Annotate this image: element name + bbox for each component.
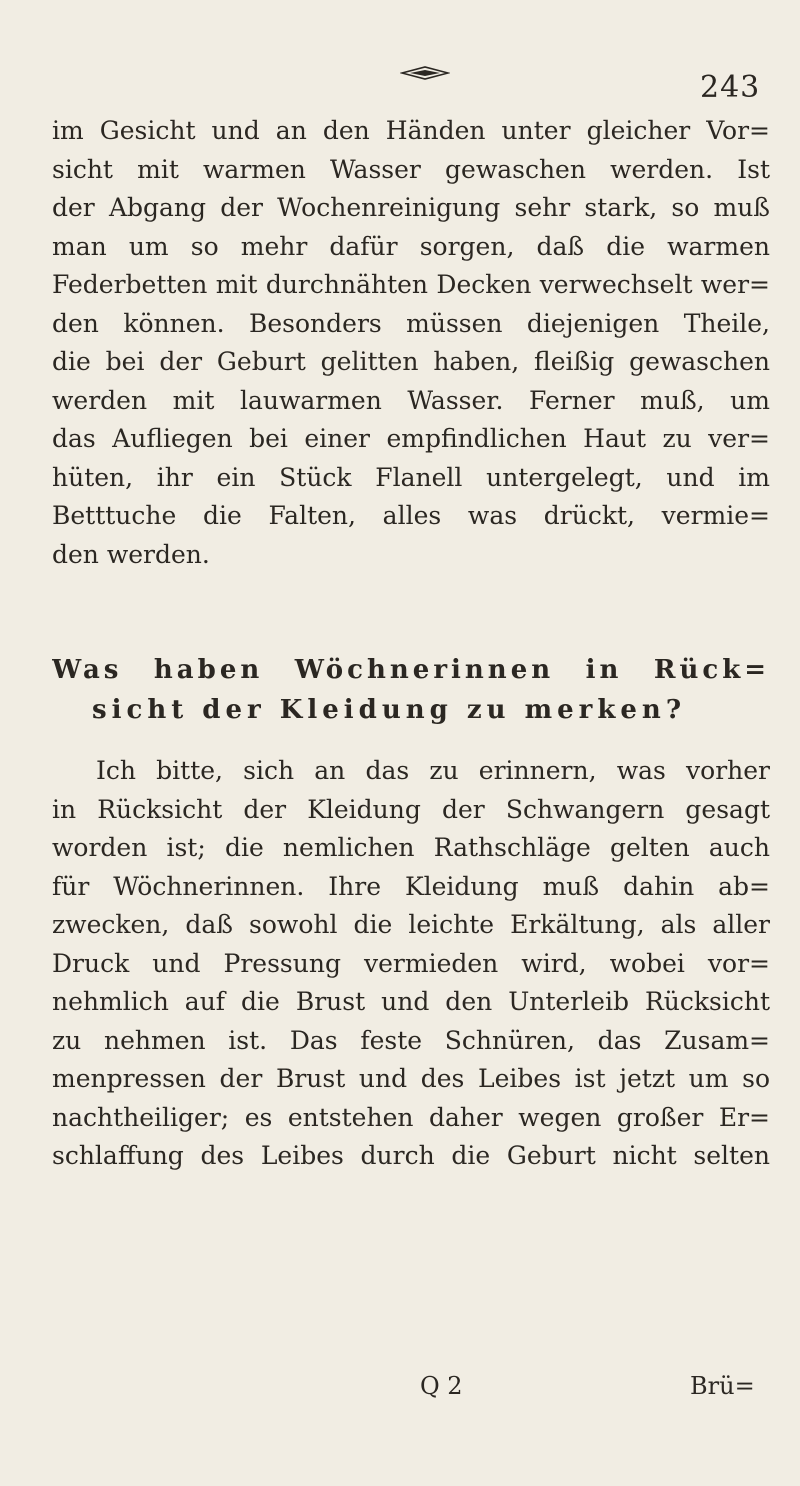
text-line: in Rücksicht der Kleidung der Schwangern gesagt	[52, 794, 770, 824]
text-line: Druck und Pressung vermieden wird, wobei vor=	[52, 948, 770, 978]
text-line: Federbetten mit durchnähten Decken verwechselt wer=	[52, 270, 770, 299]
text-line: zwecken, daß sowohl die leichte Erkältung, als aller	[52, 910, 770, 939]
text-line: Ich bitte, sich an das zu erinnern, was vorher	[96, 756, 770, 785]
text-line: Betttuche die Falten, alles was drückt, vermie=	[52, 501, 770, 530]
text-line: man um so mehr dafür sorgen, daß die warmen	[52, 231, 770, 261]
signature-mark: Q 2	[420, 1372, 463, 1400]
decorative-ornament-icon	[400, 64, 450, 82]
heading-line: sicht der Kleidung zu merken?	[92, 695, 687, 725]
text-line: nehmlich auf die Brust und den Unterleib Rücksicht	[52, 987, 770, 1016]
text-line: werden mit lauwarmen Wasser. Ferner muß, um	[52, 385, 770, 415]
text-line: den werden.	[52, 539, 210, 569]
heading-line: Was haben Wöchnerinnen in Rück=	[52, 655, 770, 685]
text-line: schlaffung des Leibes durch die Geburt nicht selten	[52, 1141, 770, 1170]
text-line: die bei der Geburt gelitten haben, fleißig gewaschen	[52, 347, 770, 376]
text-line: das Aufliegen bei einer empfindlichen Haut zu ver=	[52, 424, 770, 453]
text-line: worden ist; die nemlichen Rathschläge gelten auch	[52, 833, 770, 862]
section-heading	[52, 650, 770, 730]
text-line: menpressen der Brust und des Leibes ist jetzt um so	[52, 1064, 770, 1093]
text-line: hüten, ihr ein Stück Flanell untergelegt, und im	[52, 462, 770, 492]
catchword: Brü=	[690, 1372, 755, 1400]
text-line: im Gesicht und an den Händen unter gleicher Vor=	[52, 116, 770, 145]
text-line: sicht mit warmen Wasser gewaschen werden. Ist	[52, 154, 770, 184]
page-footer	[0, 1372, 800, 1406]
text-line: für Wöchnerinnen. Ihre Kleidung muß dahin ab=	[52, 871, 770, 901]
paragraph-2	[52, 752, 770, 1176]
text-line: zu nehmen ist. Das feste Schnüren, das Zusam=	[52, 1025, 770, 1055]
page-number: 243	[700, 70, 761, 105]
paragraph-1	[52, 112, 770, 574]
text-line: der Abgang der Wochenreinigung sehr stark, so muß	[52, 193, 770, 222]
text-line: nachtheiliger; es entstehen daher wegen großer Er=	[52, 1102, 770, 1132]
text-line: den können. Besonders müssen diejenigen Theile,	[52, 308, 770, 338]
